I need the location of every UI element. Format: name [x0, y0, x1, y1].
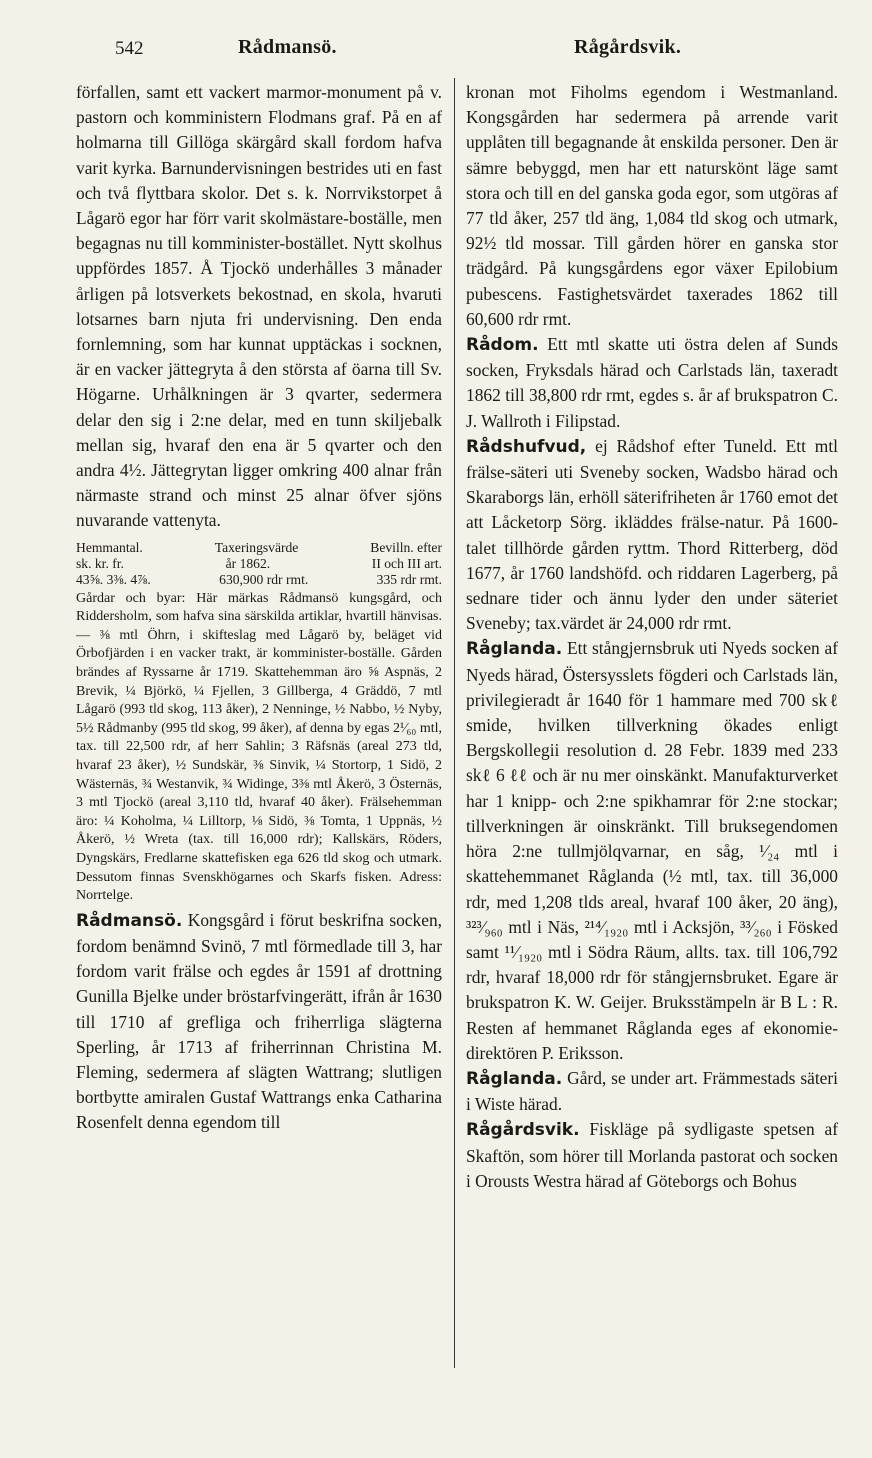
table-row — [76, 572, 442, 588]
right-running-head: Rågårdsvik. — [574, 36, 682, 58]
table-cell: Taxeringsvärde — [214, 539, 299, 555]
table-cell: 335 rdr rmt. — [376, 571, 442, 587]
entry-text: Gård, se under art. Främmestads säteri i Wiste härad. — [466, 1067, 838, 1115]
entry-text: ej Rådshof efter Tuneld. Ett mtl frälse-säteri uti Sveneby socken, Wadsbo härad och Skaraborgs län, erhöll säterifriheten år 1760 emot det att Låcketorp Sörg. ikläddes frälse-natur. På 1600-talet tillhörde gården ryttm. Thord Ritterberg, död 1677, år 1760 landshöfd. och riddaren Lagerberg, på sednare tider och ännu lyder den under säteriet Sveneby; tax.värdet är 24,000 rdr rmt. — [466, 435, 838, 634]
table-row — [76, 540, 442, 556]
entry-ragardsvik — [466, 1117, 838, 1194]
entry-radmanso — [76, 908, 442, 1136]
entry-text: Ett mtl skatte uti östra delen af Sunds socken, Fryksdals härad och Carlstads län, taxeradt 1862 till 38,800 rdr rmt, egdes s. år af brukspatron C. J. Wallroth i Filipstad. — [466, 334, 838, 431]
entry-raglanda-gard — [466, 1066, 838, 1117]
left-running-head: Rådmansö. — [238, 36, 337, 58]
table-row — [76, 556, 442, 572]
entry-raglanda-bruk — [466, 636, 838, 1065]
farms-and-villages: Gårdar och byar: Här märkas Rådmansö kungsgård, och Riddersholm, som hafva sina särskilda artiklar, hvartill hänvisas. — ⅜ mtl Öhrn, i skifteslag med Lågarö by, beläget vid Örbofjärden i en vacker trakt, är komminister-boställe. Gården brändes af Ryssarne år 1719. Skattehemman äro ⅝ Aspnäs, 2 Brevik, ¼ Björkö, ¼ Fjellen, 3 Gillberga, 4 Gräddö, 7 mtl Lågarö (993 tld skog, 113 åker), 2 Nenninge, ½ Nabbo, ½ Nyby, 5½ Rådmanby (995 tld skog, 99 åker), af denna by egas 2¹⁄₆₀ mtl, tax. till 22,500 rdr, af herr Sahlin; 3 Räfsnäs (areal 273 tld, hvaraf 23 åker), ½ Sundskär, ⅜ Sinvik, ¼ Stortorp, 1 Sidö, 2 Wästernäs, ¾ Westanvik, ¾ Widinge, 3⅜ mtl Åkerö, 3 Östernäs, 3 mtl Tjockö (areal 3,110 tld, hvaraf 40 åker). Frälsehemman äro: ¼ Koholma, ¼ Lilltorp, ⅛ Sidö, ⅜ Tomta, 1 Uppnäs, ½ Åkerö, ½ Wreta (tax. till 16,000 rdr); Kallskärs, Röders, Dyngskärs, Fredlarne skattefisken ega 626 tld skog och utmark. Dessutom finnas Svenskhögarnes och Skarfs fisken. Adress: Norrtelge. — [76, 590, 442, 904]
left-column — [76, 80, 442, 1136]
table-cell: Hemmantal. — [76, 539, 143, 555]
table-cell: år 1862. — [225, 555, 271, 571]
table-cell: 43⅝. 3⅜. 4⅞. — [76, 571, 151, 587]
entry-headword: Rådmansö. — [76, 910, 183, 931]
entry-text: Kongsgård i förut beskrifna socken, fordom benämnd Svinö, 7 mtl förmedlade till 3, har fordom varit frälse och egdes år 1591 af drottning Gunilla Bjelke under bröstarfvingerätt, ifrån år 1630 till 1710 af grefliga och friherrliga slägterna Sperling, år 1713 af friherrinnan Christina M. Fleming, sedermera af slägten Wattrang; slutligen bortbytte amiralen Gustaf Wattrangs enka Catharina Rosenfelt denna egendom till — [76, 909, 442, 1133]
entry-radshufvud — [466, 434, 838, 637]
entry-headword: Rågårdsvik. — [466, 1120, 580, 1141]
entry-text: Ett stångjernsbruk uti Nyeds socken af Nyeds härad, Östersysslets fögderi och Carlstads län, privilegieradt år 1640 för 1 hammare med 700 skℓ smide, hvilken tillverkning ökades enligt Bergskollegii resolution d. 28 Febr. 1839 med 233 skℓ 6 ℓℓ och är nu mer oinskänkt. Manufakturverket har 1 knipp- och 2:ne spikhamrar för 2:ne stockar; tillverkningen är oinskränkt. Till bruksegendomen höra 2:ne tullmjölqvarnar, en såg, ¹⁄₂₄ mtl i skattehemmanet Råglanda (½ mtl, tax. till 36,000 rdr, med 1,208 tlds areal, hvaraf 100 åker, 20 äng), ³²³⁄₉₆₀ mtl i Näs, ²¹⁴⁄₁₉₂₀ mtl i Acksjön, ³³⁄₂₆₀ i Fösked samt ¹¹⁄₁₉₂₀ mtl i Södra Räum, allts. tax. till 106,792 rdr, hvaraf 18,000 rdr för stångjernsbruket. Egare är brukspatron K. W. Geijer. Bruksstämpeln är B L : R. Resten af hemmanet Råglanda eges af ekonomie-direktören P. Eriksson. — [466, 638, 838, 1063]
right-column — [466, 80, 838, 1194]
statistics-table — [76, 540, 442, 588]
right-paragraph-1: kronan mot Fiholms egendom i Westmanland. Kongsgården har sedermera på arrende varit upplåten till begagnande åt enskilda personer. Den är sämre bebyggd, men har ett naturskönt läge samt stora och till en del ganska goda egor, som utgöras af 77 tld åker, 257 tld äng, 1,084 tld skog och utmark, 92½ tld mossar. Till gården hörer en ganska stor trädgård. På kungsgårdens egor växer Epilobium pubescens. Fastighetsvärdet taxerades 1862 till 60,600 rdr rmt. — [466, 82, 838, 329]
table-cell: Bevilln. efter — [370, 539, 442, 555]
column-divider — [454, 78, 455, 1368]
entry-headword: Rådom. — [466, 335, 539, 356]
entry-headword: Råglanda. — [466, 1068, 563, 1089]
entry-text: Fiskläge på sydligaste spetsen af Skaftön, som hörer till Morlanda pastorat och socken i Orousts Westra härad af Göteborgs och Bohus — [466, 1119, 838, 1191]
entry-headword: Rådshufvud, — [466, 436, 587, 457]
table-cell: 630,900 rdr rmt. — [219, 571, 309, 587]
page-number: 542 — [115, 38, 144, 59]
table-cell: II och III art. — [371, 555, 442, 571]
entry-headword: Råglanda. — [466, 639, 563, 660]
left-paragraph-1: förfallen, samt ett vackert marmor-monument på v. pastorn och komministern Flodmans graf. På en af holmarna till Gillöga skärgård skall fordom hafva varit kyrka. Barnundervisningen bestrides uti en fast och två flyttbara skolor. Det s. k. Norrvikstorpet å Lågarö egor har förr varit skolmästare-boställe, men begagnas nu till komminister-bostället. Nytt skolhus uppfördes 1857. Å Tjockö underhålles 3 månader årligen på lotsverkets bekostnad, en skola, hvaruti lotsarnes barn njuta fri undervisning. Den enda fornlemning, som har kunnat upptäckas i socknen, är en vacker jättegryta å den största af öarna till Sv. Högarne. Urhålkningen är 3 qvarter, sedermera delar den sig i 2:ne delar, med en tunn skiljebalk mellan sig, hvaraf den ena är 5 qvarter och den andra 4½. Jättegrytan ligger omkring 400 alnar från närmaste strand och minst 25 alnar öfver sjöns nuvarande vattenyta. — [76, 82, 442, 531]
table-cell: sk. kr. fr. — [76, 555, 124, 571]
entry-radom — [466, 332, 838, 434]
page-header — [0, 14, 872, 59]
